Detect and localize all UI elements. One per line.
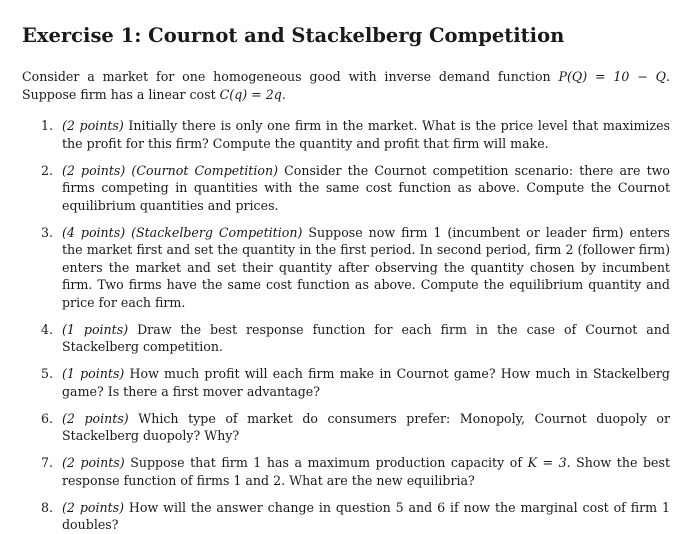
question-text: Which type of market do consumers prefer: Monopoly, Cournot duopoly or Stackelberg duopoly? Why? bbox=[62, 410, 670, 443]
question-number: 8. bbox=[41, 499, 54, 515]
question-points: (2 points) bbox=[62, 499, 125, 515]
intro-text-1: Consider a market for one homogeneous good with inverse demand function bbox=[22, 69, 559, 84]
question-1 bbox=[22, 117, 670, 152]
question-text: Consider the Cournot competition scenario: there are two firms competing in quantities with the same cost function as above. Compute the Cournot equilibrium quantities and prices. bbox=[62, 162, 670, 213]
exercise-title: Exercise 1: Cournot and Stackelberg Competition bbox=[22, 24, 565, 47]
question-number: 3. bbox=[41, 224, 54, 240]
question-4 bbox=[22, 321, 670, 356]
question-number: 4. bbox=[41, 321, 54, 337]
cost-function-math: C(q) = 2q bbox=[219, 86, 282, 102]
question-list bbox=[22, 117, 670, 534]
question-text-part-a: Suppose that firm 1 has a maximum production capacity of bbox=[124, 455, 528, 470]
intro-text-2: . Suppose firm has a linear cost bbox=[22, 69, 671, 102]
intro-text-3: . bbox=[281, 86, 286, 102]
question-text: Draw the best response function for each firm in the case of Cournot and Stackelberg competition. bbox=[62, 321, 670, 354]
question-points: (2 points) bbox=[62, 410, 129, 426]
question-points: (2 points) bbox=[62, 118, 124, 133]
question-text-part-b: . Show the best response function of firms 1 and 2. What are the new equilibria? bbox=[62, 455, 671, 488]
question-number: 1. bbox=[41, 118, 54, 133]
question-number: 7. bbox=[41, 455, 54, 470]
question-3 bbox=[22, 224, 670, 312]
question-points: (2 points) bbox=[62, 455, 125, 470]
question-number: 5. bbox=[41, 366, 54, 381]
question-text: How will the answer change in question 5 and 6 if now the marginal cost of firm 1 doubles? bbox=[62, 499, 670, 532]
question-7 bbox=[22, 454, 670, 489]
question-5 bbox=[22, 365, 670, 400]
question-8 bbox=[22, 499, 670, 534]
question-points: (1 points) bbox=[62, 321, 129, 337]
question-number: 2. bbox=[41, 162, 54, 178]
demand-function-math: P(Q) = 10 − Q bbox=[558, 69, 666, 84]
question-6 bbox=[22, 410, 670, 445]
question-topic: (Cournot Competition) bbox=[131, 162, 279, 178]
question-2 bbox=[22, 162, 670, 215]
question-number: 6. bbox=[41, 410, 54, 426]
question-points: (4 points) bbox=[62, 224, 126, 240]
question-topic: (Stackelberg Competition) bbox=[131, 224, 303, 240]
intro-paragraph bbox=[22, 68, 670, 103]
question-text: How much profit will each firm make in Cournot game? How much in Stackelberg game? Is there a first mover advantage? bbox=[62, 366, 670, 399]
capacity-math: K = 3 bbox=[527, 455, 567, 470]
question-points: (2 points) bbox=[62, 162, 126, 178]
question-points: (1 points) bbox=[62, 366, 125, 381]
question-text: Suppose now firm 1 (incumbent or leader firm) enters the market first and set the quantity in the first period. In second period, firm 2 (follower firm) enters the market and set their quantity after observing the quantity chosen by incumbent firm. Two firms have the same cost function as above. Compute the equilibrium quantity and price for each firm. bbox=[62, 224, 670, 310]
question-text: Initially there is only one firm in the market. What is the price level that maximizes the profit for this firm? Compute the quantity and profit that firm will make. bbox=[62, 118, 670, 151]
